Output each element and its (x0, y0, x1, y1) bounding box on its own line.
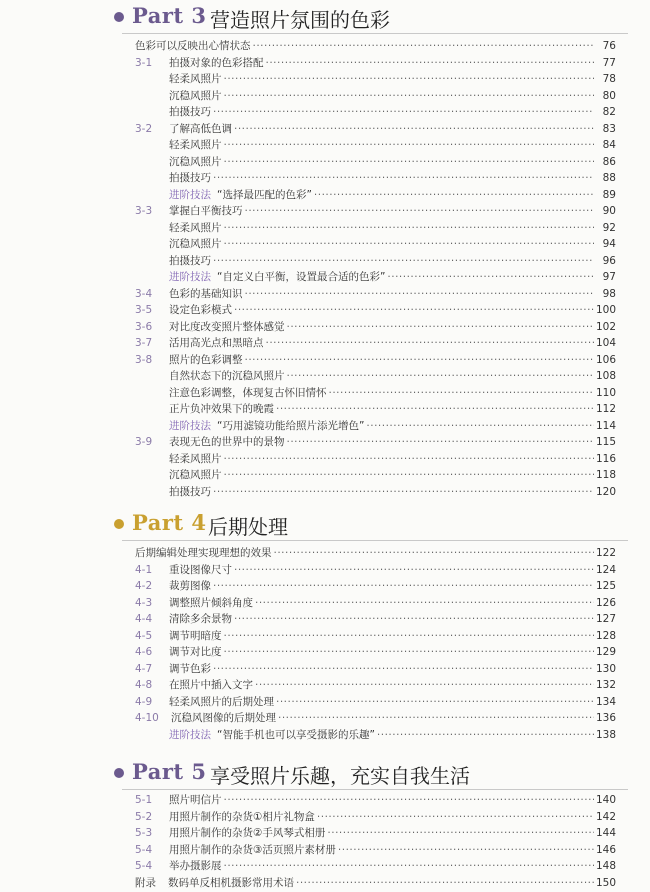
dot-leader (287, 434, 594, 450)
dot-leader (213, 578, 594, 594)
dot-leader (234, 302, 594, 318)
toc-entry[interactable] (135, 401, 616, 417)
entry-title: 沉稳风照片 (169, 238, 222, 250)
section-number: 3-5 (135, 304, 153, 316)
entry-title: 拍摄技巧 (169, 172, 211, 184)
toc-entry[interactable] (135, 875, 616, 891)
entry-title: 拍摄技巧 (169, 485, 211, 498)
page-number: 140 (595, 794, 616, 806)
page-number: 102 (595, 320, 616, 333)
dot-leader (224, 137, 595, 153)
page-number: 97 (602, 271, 616, 283)
dot-leader (224, 154, 595, 170)
entry-title: 清除多余景物 (169, 613, 232, 625)
dot-leader (224, 644, 594, 660)
page-number: 83 (602, 122, 616, 135)
toc-entry[interactable] (135, 335, 616, 351)
toc-entry[interactable] (135, 137, 616, 153)
page-number: 84 (602, 139, 616, 151)
entry-title: 重设图像尺寸 (169, 563, 232, 576)
section-number: 3-6 (135, 320, 153, 333)
dot-leader (287, 368, 594, 384)
toc-entry[interactable] (135, 418, 616, 434)
toc-entry[interactable] (135, 385, 616, 401)
page-number: 94 (602, 238, 616, 250)
page-number: 80 (602, 89, 616, 102)
advanced-technique-label: 进阶技法 (169, 188, 211, 201)
dot-leader (274, 545, 594, 561)
entry-title: 调整照片倾斜角度 (169, 596, 253, 609)
part-label: Part 4 (132, 510, 207, 535)
dot-leader (276, 401, 594, 417)
toc-entry[interactable] (135, 253, 616, 269)
part-label: Part 5 (132, 759, 207, 784)
entry-title: 注意色彩调整，体现复古怀旧情怀 (169, 386, 327, 399)
entry-title: 轻柔风照片 (169, 452, 222, 465)
page-number: 146 (595, 843, 616, 856)
dot-leader (224, 451, 594, 467)
section-number: 5-4 (135, 860, 153, 872)
page-number: 106 (595, 353, 616, 366)
entry-title: 裁剪图像 (169, 580, 211, 592)
advanced-technique-label: 进阶技法 (169, 728, 211, 741)
toc-entry[interactable] (135, 121, 616, 137)
dot-leader (224, 858, 594, 874)
dot-leader (213, 253, 594, 269)
toc-entry[interactable] (135, 368, 616, 384)
entry-title: 举办摄影展 (169, 860, 222, 872)
toc-entry[interactable] (135, 319, 616, 335)
toc-entry[interactable] (135, 451, 616, 467)
dot-leader (213, 170, 594, 186)
dot-leader (224, 71, 595, 87)
dot-leader (224, 236, 595, 252)
toc-entry[interactable] (135, 38, 616, 54)
page-number: 132 (595, 679, 616, 691)
entry-title: 拍摄对象的色彩搭配 (169, 56, 264, 69)
toc-entry[interactable] (135, 858, 616, 874)
advanced-technique-label: 进阶技法 (169, 419, 211, 432)
dot-leader (224, 88, 595, 104)
dot-leader (377, 727, 594, 743)
section-number: 4-1 (135, 563, 153, 576)
page-number: 82 (602, 106, 616, 118)
section-number: 3-7 (135, 337, 153, 349)
part-label: Part 3 (132, 3, 207, 28)
bullet-dot-icon (114, 12, 124, 22)
entry-title: 轻柔风照片 (169, 139, 222, 151)
part-header (0, 758, 650, 788)
page-number: 100 (595, 304, 616, 316)
section-number: 4-4 (135, 613, 153, 625)
toc-entry[interactable] (135, 792, 616, 808)
part-header (0, 2, 650, 32)
entry-title: 用照片制作的杂货③活页照片素材册 (169, 843, 336, 856)
page-number: 125 (595, 580, 616, 592)
section-number: 4-2 (135, 580, 153, 592)
part-title: 营造照片氛围的色彩 (210, 8, 390, 32)
dot-leader (213, 104, 594, 120)
page-number: 130 (595, 662, 616, 675)
page-number: 114 (595, 419, 616, 432)
section-number: 3-2 (135, 122, 153, 135)
dot-leader (266, 335, 594, 351)
toc-entry[interactable] (135, 170, 616, 186)
page-number: 128 (595, 629, 616, 642)
entry-title: 照片明信片 (169, 794, 222, 806)
toc-entry[interactable] (135, 104, 616, 120)
dot-leader (317, 809, 594, 825)
section-number: 4-10 (135, 712, 159, 724)
page-number: 116 (595, 452, 616, 465)
entry-title: 设定色彩模式 (169, 304, 232, 316)
dot-leader (234, 121, 594, 137)
page-number: 76 (602, 40, 616, 52)
section-number: 4-6 (135, 646, 153, 658)
dot-leader (234, 611, 594, 627)
toc-entry[interactable] (135, 484, 616, 500)
toc-entry[interactable] (135, 842, 616, 858)
entry-title: 数码单反相机摄影常用术语 (168, 876, 294, 889)
toc-entry[interactable] (135, 434, 616, 450)
entry-title: 掌握白平衡技巧 (169, 205, 243, 217)
section-number: 5-3 (135, 827, 153, 839)
section-number: 3-1 (135, 56, 153, 69)
dot-leader (266, 55, 595, 71)
dot-leader (224, 628, 594, 644)
toc-entry[interactable] (135, 628, 616, 644)
page-number: 142 (595, 810, 616, 823)
bullet-dot-icon (114, 768, 124, 778)
page-number: 112 (595, 403, 616, 415)
part-header (0, 509, 650, 539)
page-number: 78 (602, 73, 616, 85)
entry-title: 拍摄技巧 (169, 254, 211, 267)
dot-leader (213, 661, 594, 677)
toc-entry[interactable] (135, 187, 616, 203)
toc-entry[interactable] (135, 562, 616, 578)
section-number: 5-1 (135, 794, 153, 806)
toc-entry[interactable] (135, 88, 616, 104)
entry-title: 沉稳风照片 (169, 155, 222, 168)
dot-leader (329, 385, 594, 401)
entry-title: 了解高低色调 (169, 122, 232, 135)
entry-title: 沉稳风照片 (169, 89, 222, 102)
entry-title: 自然状态下的沉稳风照片 (169, 370, 285, 382)
dot-leader (245, 286, 595, 302)
page-number: 120 (595, 485, 616, 498)
entry-title: 正片负冲效果下的晚霞 (169, 403, 274, 415)
section-number: 5-2 (135, 810, 153, 823)
toc-entry[interactable] (135, 302, 616, 318)
page-number: 110 (595, 386, 616, 399)
page-number: 77 (602, 56, 616, 69)
entry-title: 照片的色彩调整 (169, 353, 243, 366)
toc-entry[interactable] (135, 661, 616, 677)
dot-leader (314, 187, 594, 203)
page-number: 138 (595, 728, 616, 741)
toc-entry[interactable] (135, 286, 616, 302)
toc-entry[interactable] (135, 220, 616, 236)
page-number: 96 (602, 254, 616, 267)
entry-title: 沉稳风图像的后期处理 (171, 712, 276, 724)
section-number: 3-3 (135, 205, 153, 217)
page-number: 108 (595, 370, 616, 382)
section-number: 4-3 (135, 596, 153, 609)
entry-title: 轻柔风照片 (169, 73, 222, 85)
page-number: 90 (602, 205, 616, 217)
page-number: 89 (602, 188, 616, 201)
toc-entry[interactable] (135, 677, 616, 693)
toc-entry[interactable] (135, 644, 616, 660)
page-number: 115 (595, 436, 616, 448)
page-number: 134 (595, 695, 616, 708)
page-number: 88 (602, 172, 616, 184)
entry-title: 在照片中插入文字 (169, 679, 253, 691)
entry-title: 调节对比度 (169, 646, 222, 658)
entry-title: 轻柔风照片 (169, 221, 222, 234)
dot-leader (234, 562, 594, 578)
part-title: 后期处理 (208, 515, 288, 539)
dot-leader (366, 418, 594, 434)
toc-entry[interactable] (135, 154, 616, 170)
dot-leader (224, 792, 594, 808)
entry-title: “巧用滤镜功能给照片添光增色” (217, 419, 365, 432)
page-number: 104 (595, 337, 616, 349)
toc-entry[interactable] (135, 825, 616, 841)
section-number: 3-4 (135, 287, 153, 300)
entry-title: 调节明暗度 (169, 629, 222, 642)
dot-leader (224, 220, 595, 236)
dot-leader (287, 319, 594, 335)
toc-entry[interactable] (135, 595, 616, 611)
section-number: 4-9 (135, 695, 153, 708)
dot-leader (253, 38, 595, 54)
entry-title: “智能手机也可以享受摄影的乐趣” (217, 728, 375, 741)
toc-entry[interactable] (135, 203, 616, 219)
part-divider (122, 33, 628, 34)
page-number: 124 (595, 563, 616, 576)
toc-entry[interactable] (135, 710, 616, 726)
entry-title: 调节色彩 (169, 662, 211, 675)
section-number: 3-8 (135, 353, 153, 366)
appendix-label: 附录 (135, 876, 156, 889)
entry-title: 色彩可以反映出心情状态 (135, 40, 251, 52)
entry-title: 对比度改变照片整体感觉 (169, 320, 285, 333)
toc-entry[interactable] (135, 55, 616, 71)
page-number: 148 (595, 860, 616, 872)
page-number: 98 (602, 287, 616, 300)
part-divider (122, 540, 628, 541)
entry-title: 表现无色的世界中的景物 (169, 436, 285, 448)
toc-entry[interactable] (135, 694, 616, 710)
dot-leader (327, 825, 594, 841)
page-number: 144 (595, 827, 616, 839)
page-number: 136 (595, 712, 616, 724)
entry-title: 沉稳风照片 (169, 469, 222, 481)
entry-title: 用照片制作的杂货②手风琴式相册 (169, 827, 326, 839)
dot-leader (255, 677, 594, 693)
toc-entry[interactable] (135, 809, 616, 825)
entry-title: 拍摄技巧 (169, 106, 211, 118)
dot-leader (245, 352, 594, 368)
dot-leader (387, 269, 594, 285)
toc-entry[interactable] (135, 236, 616, 252)
page-number: 86 (602, 155, 616, 168)
section-number: 5-4 (135, 843, 153, 856)
entry-title: 活用高光点和黑暗点 (169, 337, 264, 349)
dot-leader (338, 842, 594, 858)
toc-entry[interactable] (135, 578, 616, 594)
section-number: 4-5 (135, 629, 153, 642)
part-title: 享受照片乐趣，充实自我生活 (210, 764, 470, 788)
dot-leader (224, 467, 594, 483)
toc-entry[interactable] (135, 71, 616, 87)
entry-title: 色彩的基础知识 (169, 287, 243, 300)
toc-entry[interactable] (135, 545, 616, 561)
section-number: 4-8 (135, 679, 153, 691)
page-number: 92 (602, 221, 616, 234)
page-number: 127 (595, 613, 616, 625)
toc-entry[interactable] (135, 352, 616, 368)
dot-leader (276, 694, 594, 710)
page-number: 122 (595, 547, 616, 559)
toc-entry[interactable] (135, 269, 616, 285)
toc-entry[interactable] (135, 611, 616, 627)
page-number: 150 (595, 876, 616, 889)
toc-entry[interactable] (135, 467, 616, 483)
entry-title: “自定义白平衡，设置最合适的色彩” (217, 271, 386, 283)
entry-title: 用照片制作的杂货①相片礼物盒 (169, 810, 315, 823)
toc-entry[interactable] (135, 727, 616, 743)
section-number: 3-9 (135, 436, 153, 448)
page-number: 126 (595, 596, 616, 609)
page-number: 118 (595, 469, 616, 481)
dot-leader (255, 595, 594, 611)
part-divider (122, 789, 628, 790)
bullet-dot-icon (114, 519, 124, 529)
dot-leader (278, 710, 594, 726)
advanced-technique-label: 进阶技法 (169, 271, 211, 283)
dot-leader (245, 203, 595, 219)
entry-title: “选择最匹配的色彩” (217, 188, 312, 201)
dot-leader (296, 875, 594, 891)
entry-title: 轻柔风照片的后期处理 (169, 695, 274, 708)
dot-leader (213, 484, 594, 500)
section-number: 4-7 (135, 662, 153, 675)
entry-title: 后期编辑处理实现理想的效果 (135, 547, 272, 559)
page-number: 129 (595, 646, 616, 658)
